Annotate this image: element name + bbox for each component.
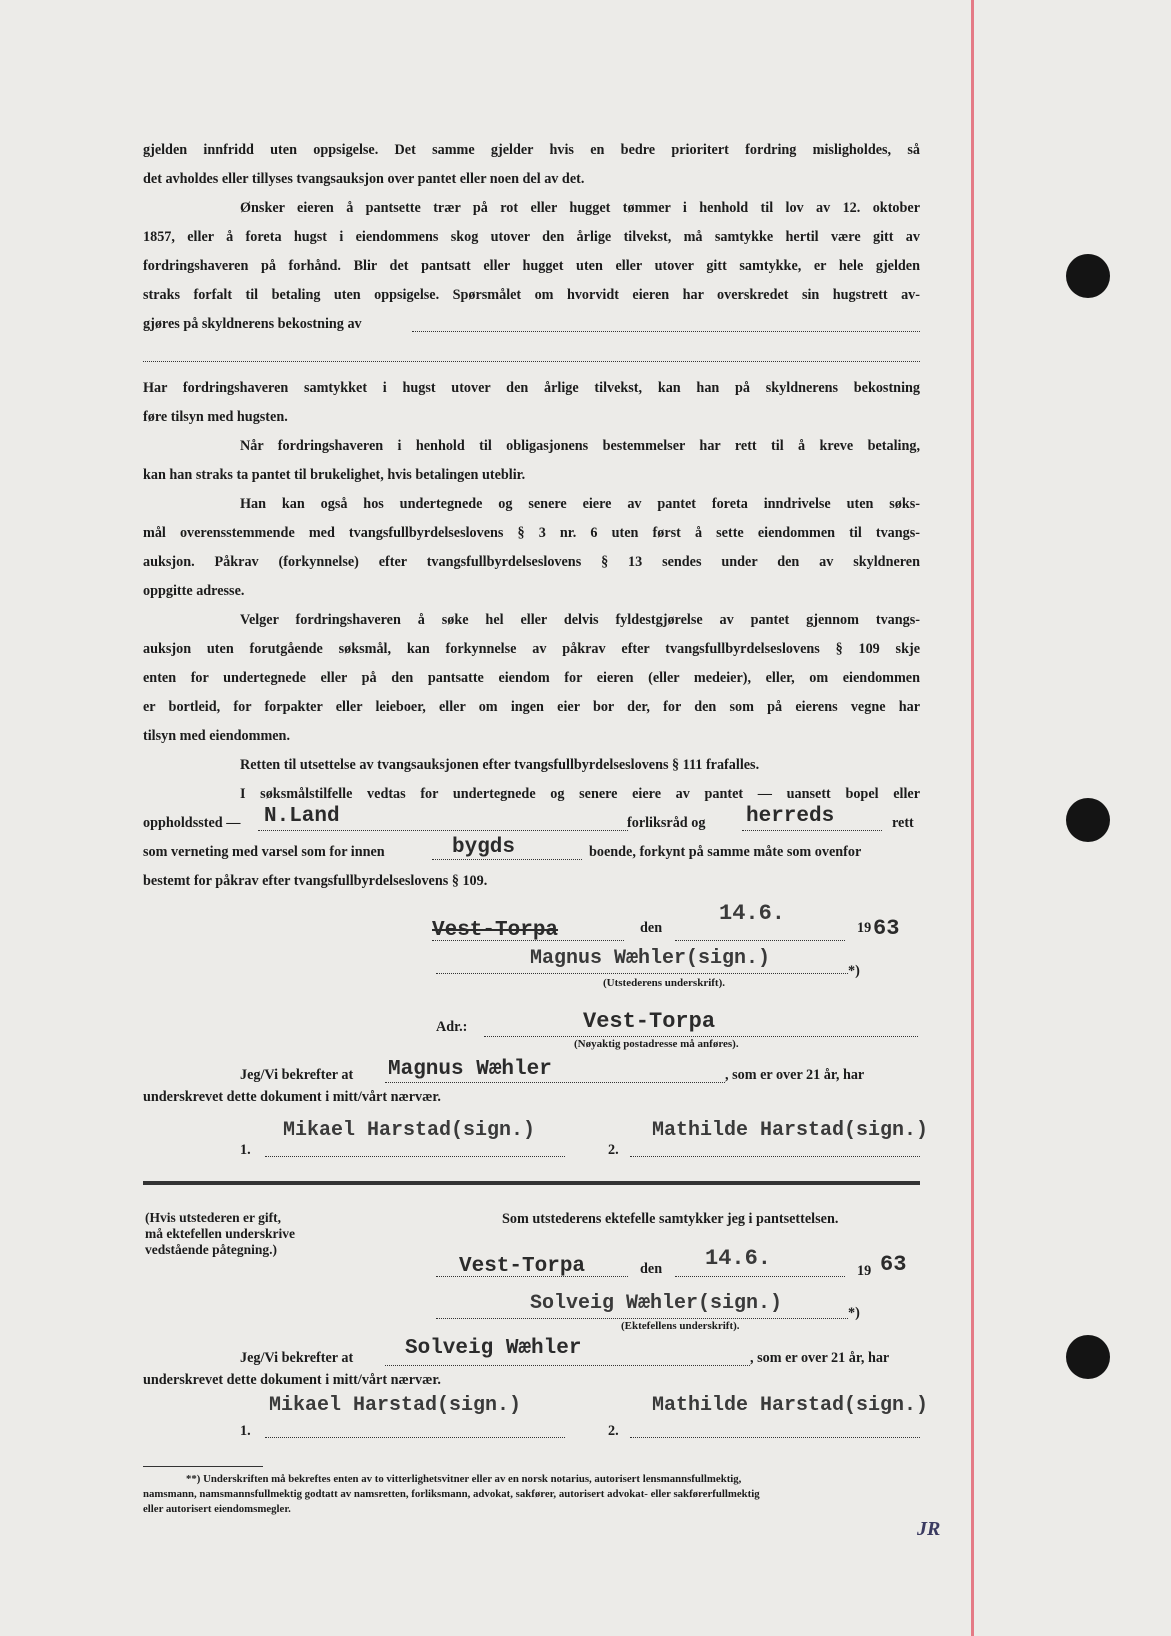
- text-label: 2.: [608, 1423, 619, 1439]
- footnote-line: namsmann, namsmannsfullmektig godtatt av namsretten, forliksmann, advokat, sakfører, autorisert advokat- eller sakførerfullmektig: [143, 1488, 760, 1500]
- text-line: Har fordringshaveren samtykket i hugst utover den årlige tilvekst, kan han på skyldnerens bekostning: [143, 380, 920, 396]
- blank-line: [436, 1276, 628, 1277]
- blank-line: [265, 1437, 565, 1438]
- typed-signature: Magnus Wæhler(sign.): [530, 947, 771, 970]
- typed-year: 63: [880, 1252, 907, 1277]
- margin-line: [971, 0, 974, 1636]
- text-line: , som er over 21 år, har: [725, 1067, 865, 1083]
- typed-signature: Mathilde Harstad(sign.): [652, 1119, 929, 1142]
- text-line: Som utstederens ektefelle samtykker jeg i pantsettelsen.: [502, 1211, 839, 1227]
- text-line: er bortleid, for forpakter eller leieboer, eller om ingen eier bor der, for den som på eierens vegne har: [143, 699, 920, 715]
- handwritten-initials: JR: [917, 1518, 941, 1540]
- text-line: rett: [892, 815, 914, 831]
- footnote-line: **) Underskriften må bekreftes enten av to vitterlighetsvitner eller av en norsk notarius, autorisert lensmannsfullmektig,: [186, 1473, 742, 1485]
- footnote-line: eller autorisert eiendomsmegler.: [143, 1503, 291, 1515]
- typed-court: N.Land: [264, 805, 340, 828]
- blank-line: [385, 1365, 750, 1366]
- text-label: 2.: [608, 1142, 619, 1158]
- text-line: gjøres på skyldnerens bekostning av: [143, 316, 362, 332]
- blank-line: [412, 331, 920, 332]
- blank-line: [630, 1437, 920, 1438]
- typed-signature: Mikael Harstad(sign.): [269, 1394, 522, 1417]
- text-line: fordringshaveren på forhånd. Blir det pantsatt eller hugget uten eller utover gitt samtykke, er hele gjelden: [143, 258, 920, 274]
- typed-municipality: bygds: [452, 836, 516, 859]
- note-line: vedstående påtegning.): [145, 1242, 278, 1257]
- blank-line: [630, 1156, 920, 1157]
- blank-line: [675, 1276, 845, 1277]
- blank-line: [258, 830, 628, 831]
- caption: (Ektefellens underskrift).: [621, 1320, 740, 1332]
- text-line: Når fordringshaveren i henhold til obligasjonens bestemmelser har rett til å kreve betaling,: [240, 438, 920, 454]
- text-label: *): [848, 963, 860, 979]
- blank-line: [436, 1318, 848, 1319]
- typed-signature: Mathilde Harstad(sign.): [652, 1394, 929, 1417]
- text-line: mål overensstemmende med tvangsfullbyrdelseslovens § 3 nr. 6 uten først å sette eiendommen til tvangs-: [143, 525, 920, 541]
- text-label: 1.: [240, 1142, 251, 1158]
- text-line: auksjon uten forutgående søksmål, kan forkynnelse av påkrav efter tvangsfullbyrdelseslovens § 109 skje: [143, 641, 920, 657]
- text-line: bestemt for påkrav efter tvangsfullbyrdelseslovens § 109.: [143, 873, 488, 889]
- footnote-rule: [143, 1466, 263, 1467]
- text-line: enten for undertegnede eller på den pantsatte eiendom for eieren (eller medeier), eller, om eiendommen: [143, 670, 920, 686]
- text-label: 19: [857, 1263, 872, 1279]
- text-line: straks forfalt til betaling uten oppsigelse. Spørsmålet om hvorvidt eieren har overskredet sin hugstrett av-: [143, 287, 920, 303]
- text-label: 1.: [240, 1423, 251, 1439]
- typed-witness-name: Solveig Wæhler: [405, 1337, 582, 1360]
- text-line: Han kan også hos undertegnede og senere eiere av pantet foreta inndrivelse uten søks-: [240, 496, 920, 512]
- text-label: *): [848, 1305, 860, 1321]
- text-line: underskrevet dette dokument i mitt/vårt nærvær.: [143, 1089, 441, 1105]
- blank-line: [484, 1036, 918, 1037]
- text-line: Ønsker eieren å pantsette trær på rot eller hugget tømmer i henhold til lov av 12. oktober: [240, 200, 920, 216]
- text-line: tilsyn med eiendommen.: [143, 728, 290, 744]
- text-line: Velger fordringshaveren å søke hel eller delvis fyldestgjørelse av pantet gjennom tvangs-: [240, 612, 920, 628]
- blank-line: [432, 940, 624, 941]
- blank-line: [742, 830, 882, 831]
- blank-line: [436, 973, 848, 974]
- text-line: oppholdssted —: [143, 815, 241, 831]
- text-label: den: [640, 920, 663, 936]
- text-line: som verneting med varsel som for innen: [143, 844, 385, 860]
- text-label: Adr.:: [436, 1019, 468, 1035]
- typed-date: 14.6.: [719, 901, 786, 926]
- punch-hole: [1066, 254, 1110, 298]
- text-line: oppgitte adresse.: [143, 583, 245, 599]
- text-label: 19: [857, 920, 872, 936]
- text-line: auksjon. Påkrav (forkynnelse) efter tvangsfullbyrdelseslovens § 13 sendes under den av skyldneren: [143, 554, 920, 570]
- text-line: Jeg/Vi bekrefter at: [240, 1067, 354, 1083]
- text-line: Jeg/Vi bekrefter at: [240, 1350, 354, 1366]
- text-label: den: [640, 1261, 663, 1277]
- text-line: , som er over 21 år, har: [750, 1350, 890, 1366]
- text-line: Retten til utsettelse av tvangsauksjonen efter tvangsfullbyrdelseslovens § 111 frafalles.: [240, 757, 760, 773]
- typed-court-type: herreds: [746, 805, 835, 828]
- typed-year: 63: [873, 916, 900, 941]
- text-line: gjelden innfridd uten oppsigelse. Det samme gjelder hvis en bedre prioritert fordring misligholdes, så: [143, 142, 920, 158]
- typed-signature: Mikael Harstad(sign.): [283, 1119, 536, 1142]
- typed-witness-name: Magnus Wæhler: [388, 1058, 552, 1081]
- text-line: underskrevet dette dokument i mitt/vårt nærvær.: [143, 1372, 441, 1388]
- text-line: føre tilsyn med hugsten.: [143, 409, 288, 425]
- blank-line: [675, 940, 845, 941]
- caption: (Utstederens underskrift).: [603, 977, 726, 989]
- punch-hole: [1066, 1335, 1110, 1379]
- caption: (Nøyaktig postadresse må anføres).: [574, 1038, 739, 1050]
- punch-hole: [1066, 798, 1110, 842]
- text-line: kan han straks ta pantet til brukelighet, hvis betalingen uteblir.: [143, 467, 526, 483]
- note-line: må ektefellen underskrive: [145, 1226, 295, 1241]
- text-line: boende, forkynt på samme måte som ovenfor: [589, 844, 862, 860]
- text-line: 1857, eller å foreta hugst i eiendommens skog utover den årlige tilvekst, må samtykke hertil være gitt av: [143, 229, 920, 245]
- text-line: det avholdes eller tillyses tvangsauksjon over pantet eller noen del av det.: [143, 171, 585, 187]
- typed-signature: Solveig Wæhler(sign.): [530, 1292, 783, 1315]
- typed-place: Vest-Torpa: [459, 1255, 586, 1278]
- text-line: forliksråd og: [627, 815, 706, 831]
- typed-date: 14.6.: [705, 1246, 772, 1271]
- note-line: (Hvis utstederen er gift,: [145, 1210, 281, 1225]
- typed-address: Vest-Torpa: [583, 1009, 716, 1034]
- text-line: I søksmålstilfelle vedtas for undertegnede og senere eiere av pantet — uansett bopel eller: [240, 786, 920, 802]
- typed-place: Vest-Torpa: [432, 919, 559, 942]
- blank-line: [265, 1156, 565, 1157]
- section-divider: [143, 1181, 920, 1185]
- blank-line: [385, 1082, 725, 1083]
- blank-line: [143, 361, 920, 362]
